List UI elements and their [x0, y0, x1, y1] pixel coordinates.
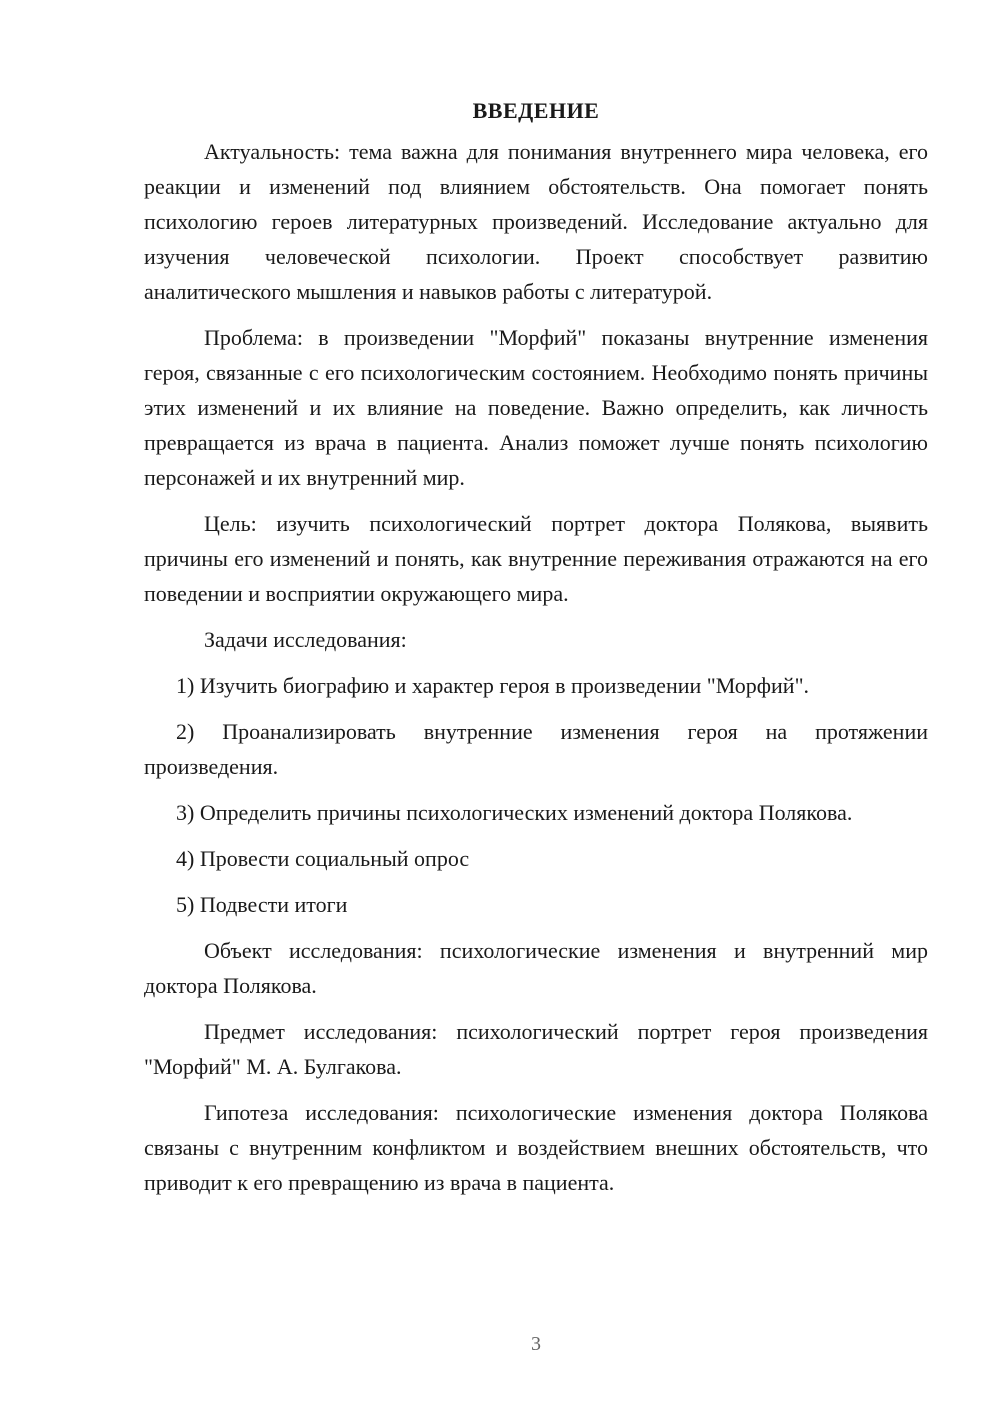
paragraph-goal: Цель: изучить психологический портрет доктора Полякова, выявить причины его изменений и понять, как внутренние переживания отражаются на его поведении и восприятии окружающего мира. — [144, 511, 928, 606]
page-number: 3 — [531, 1333, 541, 1355]
paragraph-subject: Предмет исследования: психологический портрет героя произведения "Морфий" М. А. Булгакова. — [144, 1019, 928, 1079]
tasks-heading: Задачи исследования: — [204, 627, 407, 652]
task-item-1: 1) Изучить биографию и характер героя в произведении "Морфий". — [176, 673, 810, 698]
task-item-5: 5) Подвести итоги — [176, 892, 348, 917]
paragraph-hypothesis: Гипотеза исследования: психологические изменения доктора Полякова связаны с внутренним конфликтом и воздействием внешних обстоятельств, что приводит к его превращению из врача в пациента. — [144, 1100, 928, 1195]
paragraph-relevance: Актуальность: тема важна для понимания внутреннего мира человека, его реакции и изменений под влиянием обстоятельств. Она помогает понять психологию героев литературных произведений. Исследование актуально для изучения человеческой психологии. Проект способствует развитию аналитического мышления и навыков работы с литературой. — [144, 139, 928, 304]
task-item-3: 3) Определить причины психологических изменений доктора Полякова. — [176, 800, 853, 825]
paragraph-object: Объект исследования: психологические изменения и внутренний мир доктора Полякова. — [144, 938, 928, 998]
task-item-2: 2) Проанализировать внутренние изменения героя на протяжении произведения. — [144, 719, 928, 779]
task-item-4: 4) Провести социальный опрос — [176, 846, 470, 871]
paragraph-problem: Проблема: в произведении "Морфий" показаны внутренние изменения героя, связанные с его психологическим состоянием. Необходимо понять причины этих изменений и их влияние на поведение. Важно определить, как личность превращается из врача в пациента. Анализ поможет лучше понять психологию персонажей и их внутренний мир. — [144, 325, 928, 490]
section-title: ВВЕДЕНИЕ — [472, 98, 600, 123]
